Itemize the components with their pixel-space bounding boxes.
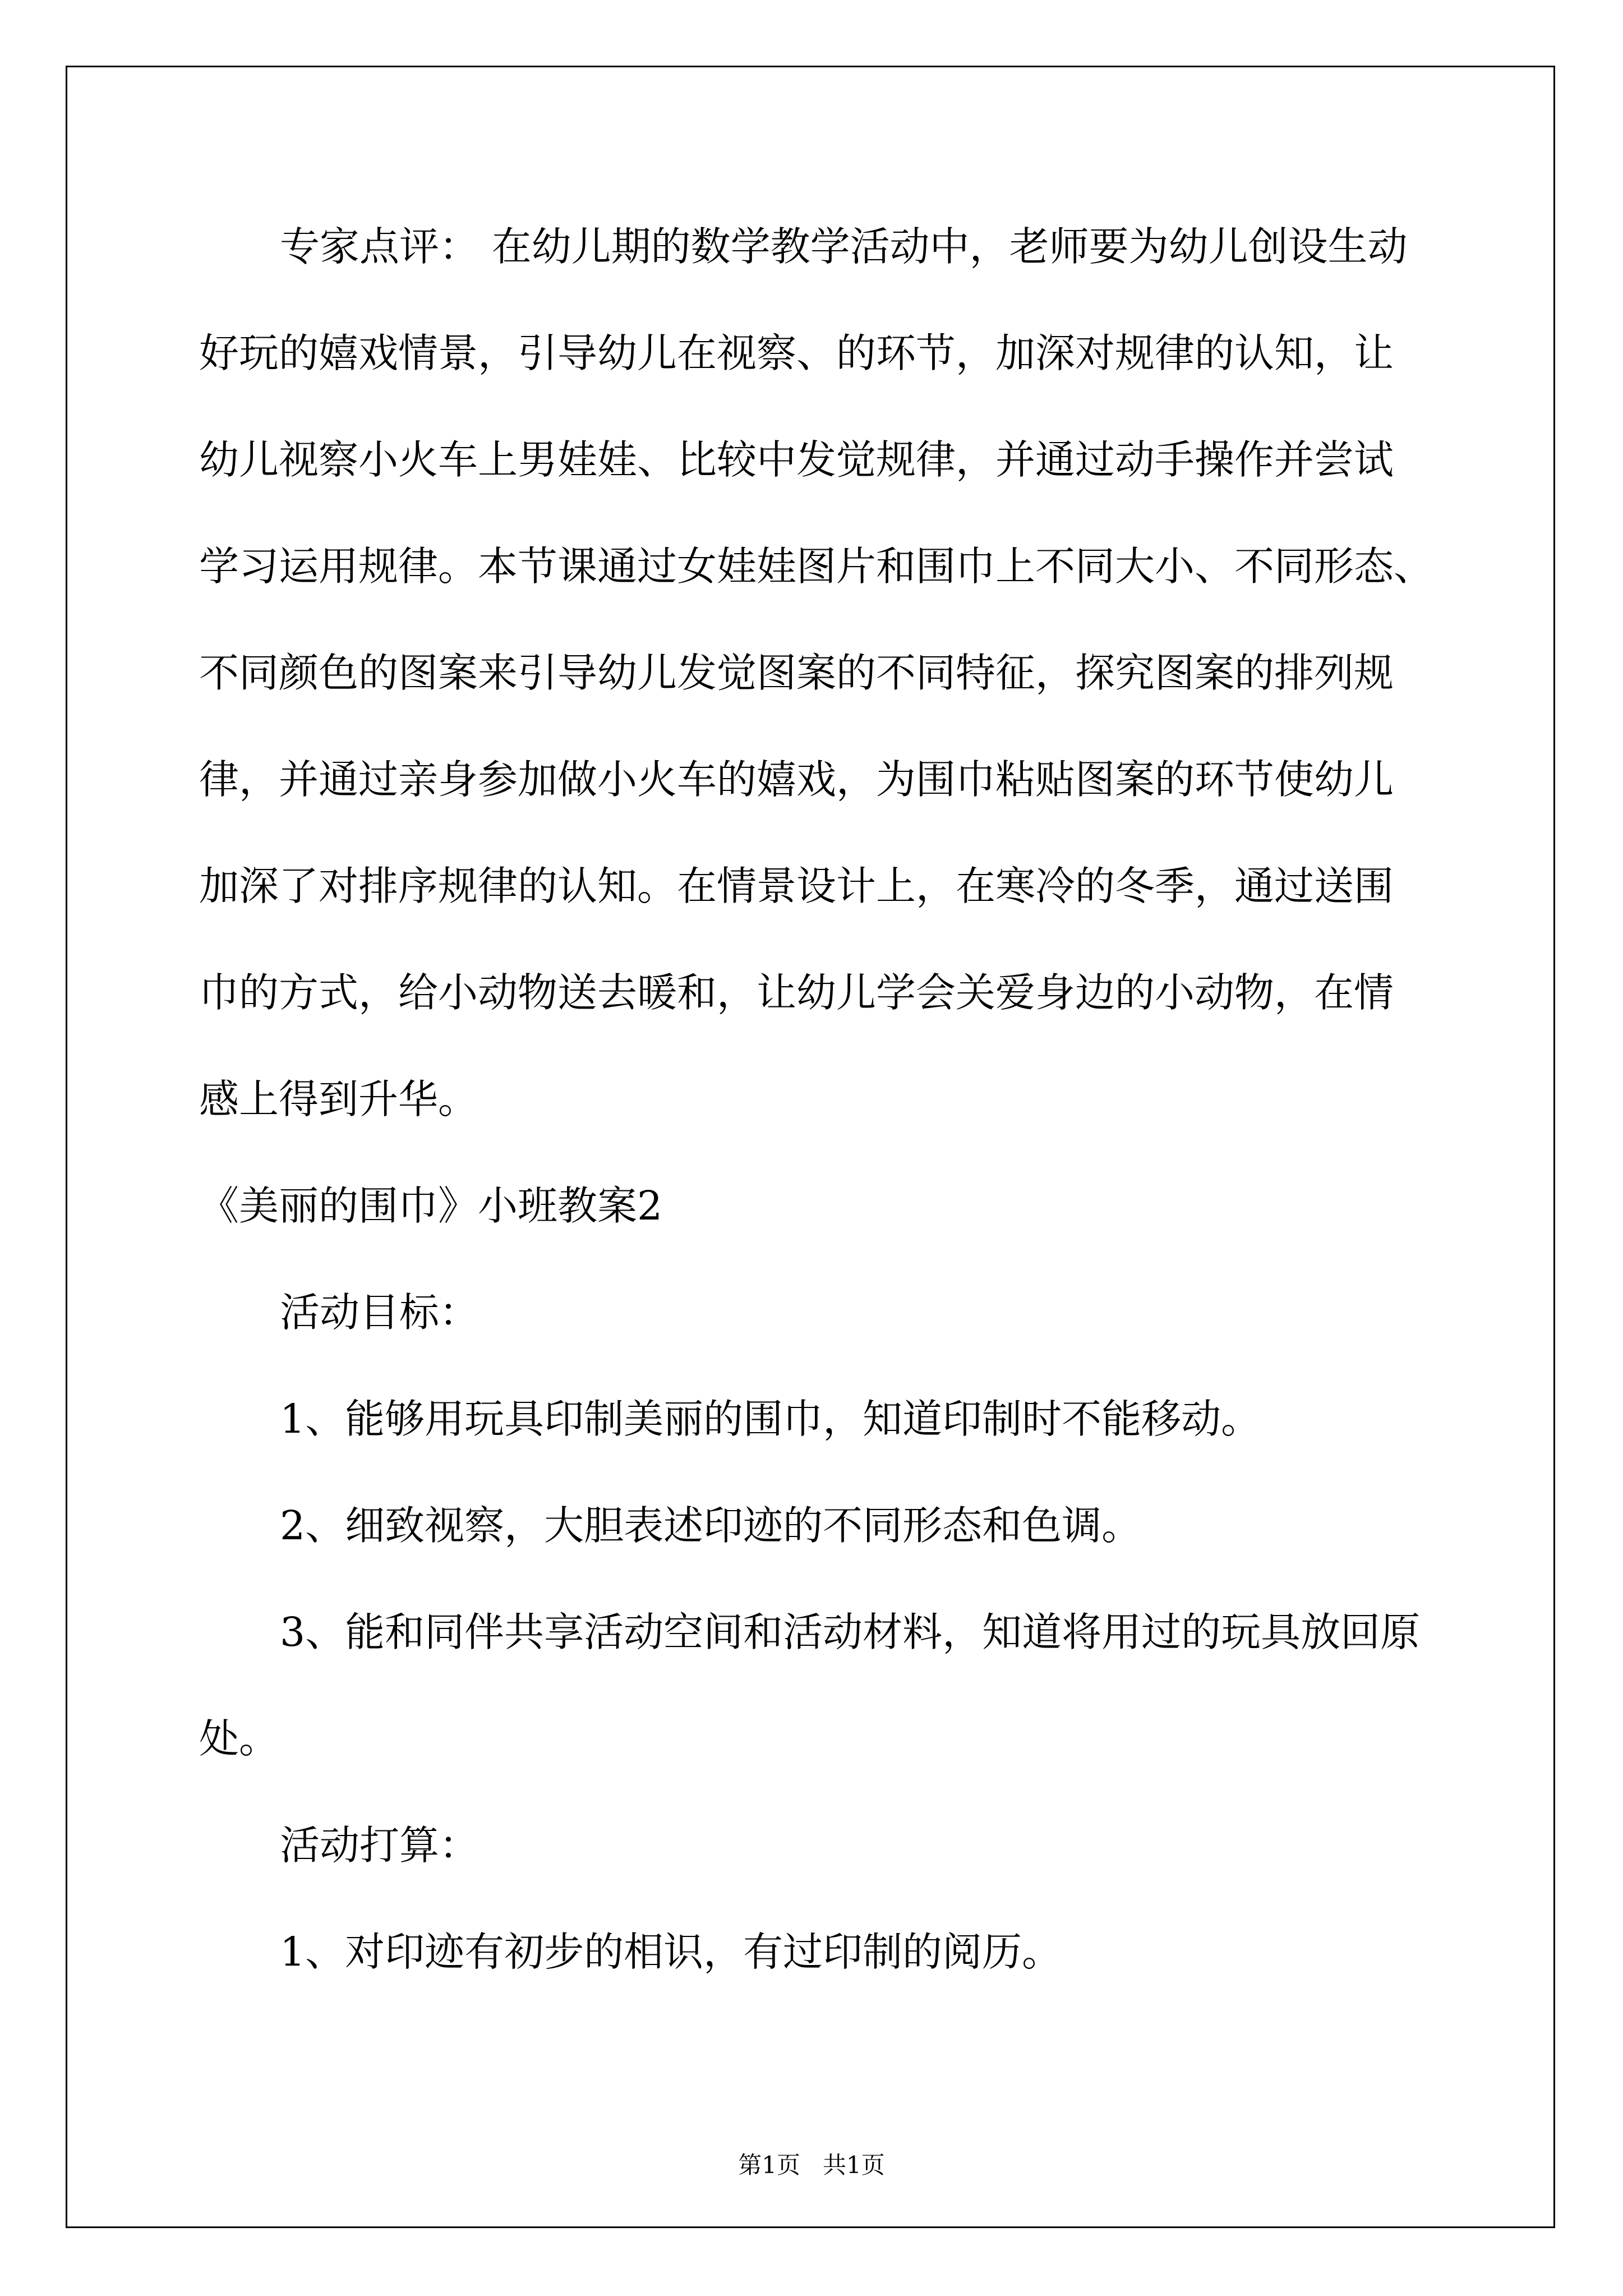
page-footer: 第1页 共1页 <box>738 2151 885 2179</box>
goal-item: 1、能够用玩具印制美丽的围巾，知道印制时不能移动。 <box>280 1396 1261 1442</box>
page-border <box>66 66 1555 2228</box>
section-title: 《美丽的围巾》小班教案2 <box>199 1182 663 1229</box>
goal-item-continued: 处。 <box>199 1715 279 1762</box>
goals-heading: 活动目标： <box>280 1289 479 1336</box>
paragraph-line: 幼儿视察小火车上男娃娃、比较中发觉规律，并通过动手操作并尝试 <box>199 436 1394 483</box>
goal-item: 2、细致视察，大胆表述印迹的不同形态和色调。 <box>280 1502 1142 1549</box>
prep-item: 1、对印迹有初步的相识，有过印制的阅历。 <box>280 1929 1062 1975</box>
paragraph-line: 加深了对排序规律的认知。在情景设计上，在寒冷的冬季，通过送围 <box>199 863 1394 909</box>
paragraph-line: 律，并通过亲身参加做小火车的嬉戏，为围巾粘贴图案的环节使幼儿 <box>199 756 1394 803</box>
paragraph-line: 感上得到升华。 <box>199 1076 478 1122</box>
paragraph-line: 不同颜色的图案来引导幼儿发觉图案的不同特征，探究图案的排列规 <box>199 650 1394 696</box>
paragraph-line: 巾的方式，给小动物送去暖和，让幼儿学会关爱身边的小动物，在情 <box>199 969 1394 1016</box>
paragraph-line: 学习运用规律。本节课通过女娃娃图片和围巾上不同大小、不同形态、 <box>199 543 1434 590</box>
paragraph-line: 专家点评： 在幼儿期的数学教学活动中，老师要为幼儿创设生动 <box>280 223 1408 270</box>
prep-heading: 活动打算： <box>280 1822 479 1869</box>
paragraph-line: 好玩的嬉戏情景，引导幼儿在视察、的环节，加深对规律的认知，让 <box>199 330 1394 376</box>
goal-item: 3、能和同伴共享活动空间和活动材料，知道将用过的玩具放回原 <box>280 1609 1421 1655</box>
